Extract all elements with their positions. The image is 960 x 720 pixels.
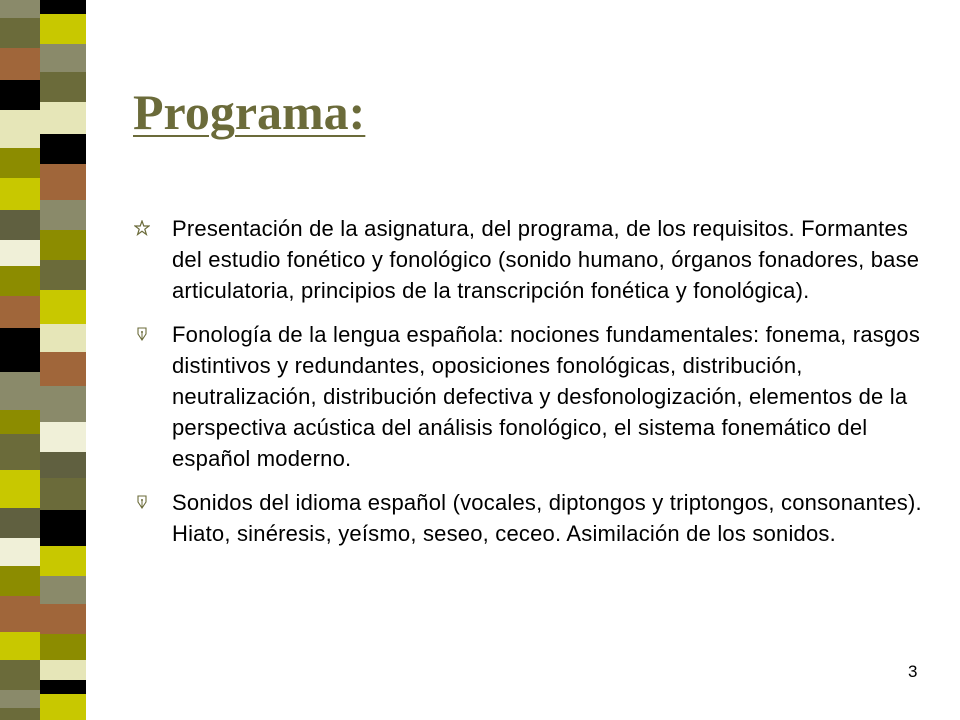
- decorative-stripe-block: [0, 708, 40, 720]
- decorative-stripe-block: [0, 566, 40, 596]
- star-bullet-icon: [134, 220, 150, 236]
- bullet-text: Fonología de la lengua española: nociones fundamentales: fonema, rasgos distintivos y redundantes, oposiciones fonológicas, distribución, neutralización, distribución defectiva y desfonologización, elementos de la perspectiva acústica del análisis fonológico, el sistema fonemático del español moderno.: [172, 322, 921, 471]
- list-item: [134, 213, 934, 306]
- decorative-stripe-block: [40, 680, 86, 694]
- decorative-stripe-block: [40, 452, 86, 478]
- decorative-stripe-block: [40, 576, 86, 604]
- decorative-stripe-block: [40, 660, 86, 680]
- decorative-stripe-block: [40, 134, 86, 164]
- decorative-stripe-block: [40, 260, 86, 290]
- decorative-stripe-block: [40, 72, 86, 102]
- decorative-stripe-block: [0, 18, 40, 48]
- decorative-stripe-block: [40, 604, 86, 634]
- pen-nib-bullet-icon: [134, 326, 150, 342]
- decorative-stripe-block: [0, 538, 40, 566]
- decorative-stripe-block: [0, 148, 40, 178]
- decorative-stripe-block: [40, 478, 86, 510]
- decorative-stripe-column-right: [40, 0, 86, 720]
- decorative-stripe-block: [0, 690, 40, 708]
- decorative-stripe-block: [0, 296, 40, 328]
- decorative-stripe-block: [40, 634, 86, 660]
- decorative-stripe-block: [40, 422, 86, 452]
- bullet-list: [134, 213, 934, 562]
- decorative-stripe-block: [40, 102, 86, 134]
- decorative-stripe-block: [40, 14, 86, 44]
- decorative-stripe-block: [0, 48, 40, 80]
- decorative-stripe-block: [0, 470, 40, 508]
- decorative-stripe-block: [0, 0, 40, 18]
- decorative-stripe-block: [40, 546, 86, 576]
- decorative-stripe-block: [0, 328, 40, 372]
- decorative-stripe-block: [40, 386, 86, 422]
- bullet-text: Presentación de la asignatura, del programa, de los requisitos. Formantes del estudio fonético y fonológico (sonido humano, órganos fonadores, base articulatoria, principios de la transcripción fonética y fonológica).: [172, 216, 920, 303]
- decorative-stripe-block: [0, 110, 40, 148]
- decorative-stripe-block: [0, 660, 40, 690]
- decorative-stripe-block: [40, 230, 86, 260]
- decorative-stripe-block: [0, 596, 40, 632]
- decorative-stripe-block: [0, 434, 40, 470]
- decorative-stripe-block: [0, 410, 40, 434]
- page-number: 3: [908, 662, 918, 681]
- decorative-stripe-block: [40, 352, 86, 386]
- bullet-text: Sonidos del idioma español (vocales, diptongos y triptongos, consonantes). Hiato, sinéresis, yeísmo, seseo, ceceo. Asimilación de los sonidos.: [172, 490, 922, 546]
- decorative-stripe-block: [40, 694, 86, 720]
- pen-nib-bullet-icon: [134, 494, 150, 510]
- decorative-stripe-column-left: [0, 0, 40, 720]
- decorative-stripe-block: [40, 200, 86, 230]
- decorative-stripe-block: [40, 0, 86, 14]
- decorative-stripe-block: [0, 178, 40, 210]
- decorative-stripe-block: [0, 210, 40, 240]
- decorative-stripe-block: [0, 508, 40, 538]
- decorative-stripe-block: [40, 510, 86, 546]
- decorative-stripe-block: [40, 324, 86, 352]
- decorative-stripe-block: [0, 372, 40, 410]
- decorative-stripe-block: [40, 44, 86, 72]
- decorative-stripe-block: [0, 632, 40, 660]
- slide-title: Programa:: [133, 84, 366, 140]
- decorative-stripe-block: [40, 290, 86, 324]
- decorative-stripe-block: [0, 240, 40, 266]
- decorative-stripe-block: [0, 266, 40, 296]
- list-item: [134, 487, 934, 549]
- list-item: [134, 319, 934, 474]
- decorative-stripe-block: [0, 80, 40, 110]
- decorative-stripe-block: [40, 164, 86, 200]
